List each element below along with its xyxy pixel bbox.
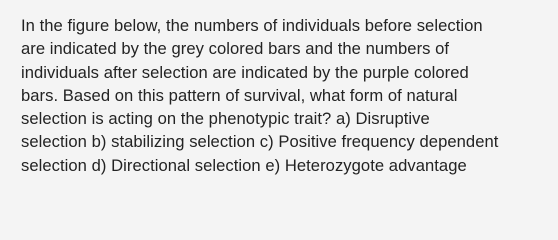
question-line: bars. Based on this pattern of survival, what form of natural [21,85,458,105]
question-line: selection b) stabilizing selection c) Positive frequency dependent [21,132,499,152]
question-text [21,14,540,177]
question-line: individuals after selection are indicated by the purple colored [21,62,469,82]
question-line: selection d) Directional selection e) Heterozygote advantage [21,155,467,175]
question-line: are indicated by the grey colored bars and the numbers of [21,39,450,59]
question-line: selection is acting on the phenotypic trait? a) Disruptive [21,109,430,129]
question-line: In the figure below, the numbers of individuals before selection [21,16,483,35]
